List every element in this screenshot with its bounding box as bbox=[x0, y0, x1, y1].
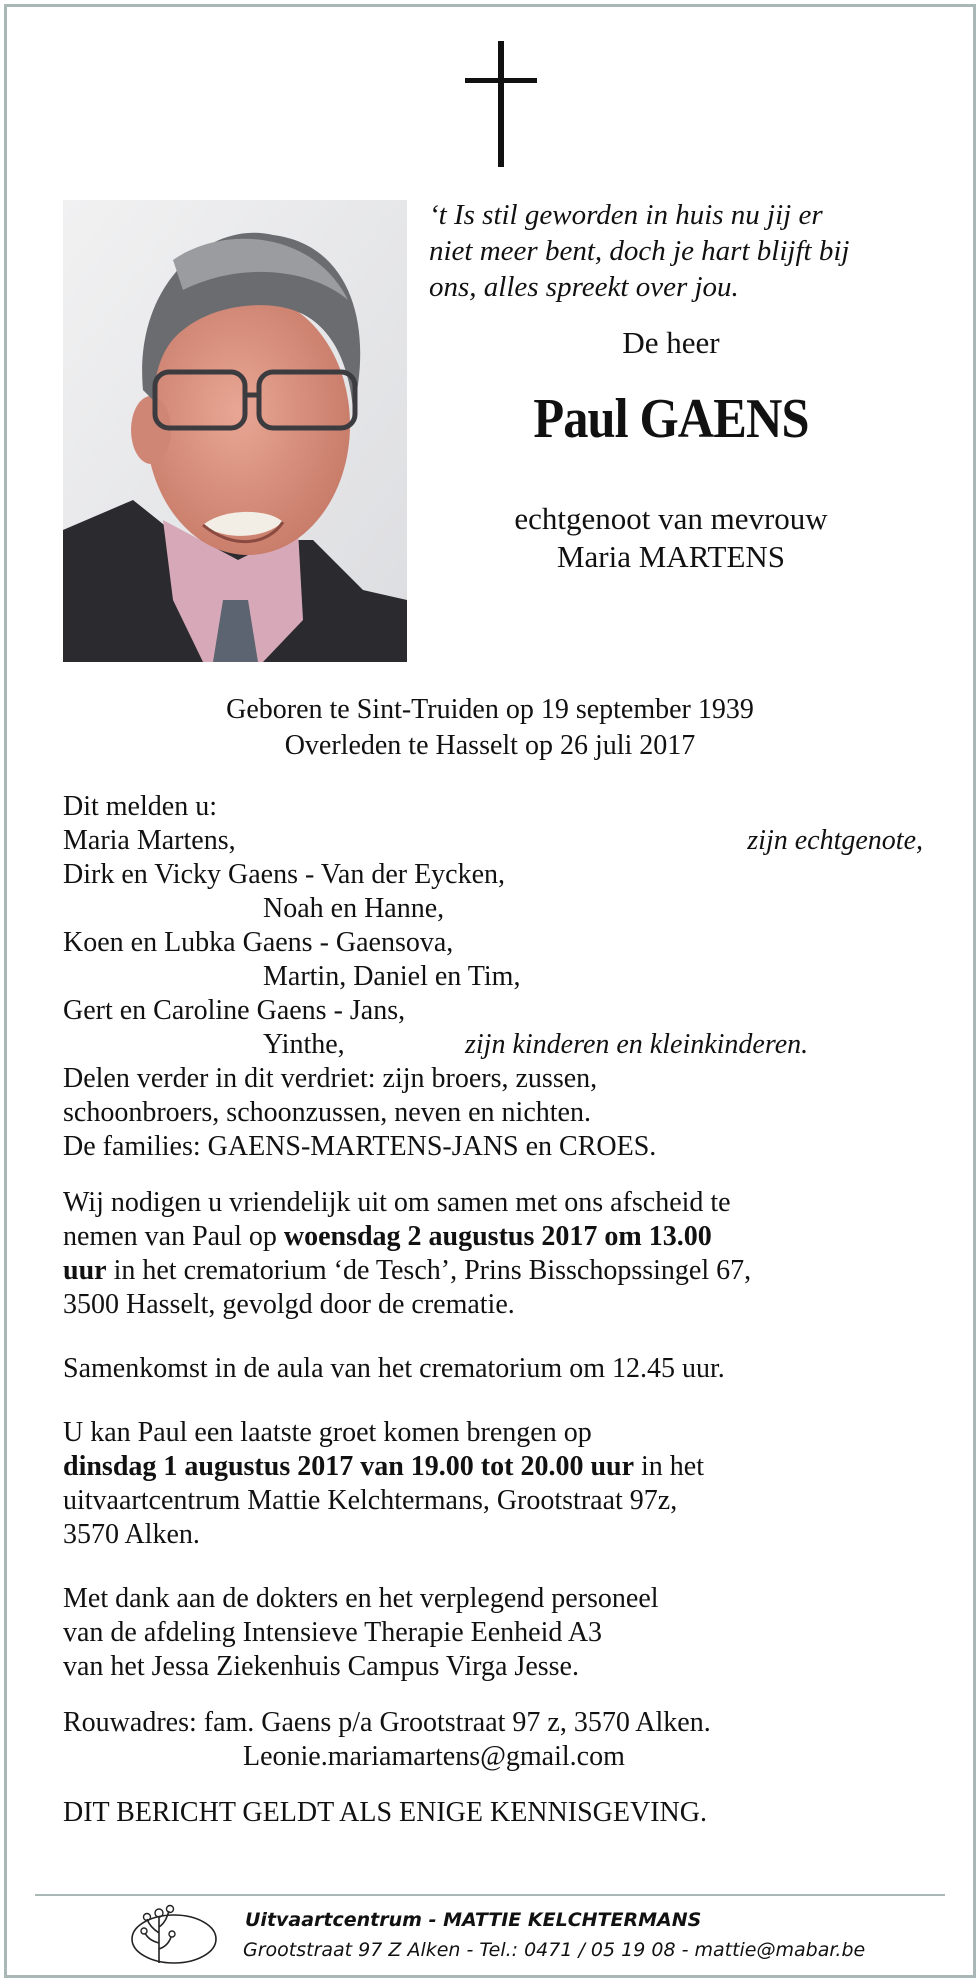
grandchildren-names: Yinthe, bbox=[263, 1029, 345, 1060]
funeral-home-logo bbox=[129, 1903, 219, 1967]
announcer-name: Maria Martens, bbox=[63, 825, 236, 856]
thanks-line: Met dank aan de dokters en het verplegend personeel bbox=[63, 1583, 659, 1614]
gathering-info: Samenkomst in de aula van het crematorium om 12.45 uur. bbox=[63, 1353, 725, 1384]
life-dates bbox=[7, 692, 973, 764]
grandchildren-line: Noah en Hanne, bbox=[263, 893, 445, 924]
deceased-name: Paul GAENS bbox=[533, 388, 809, 450]
ceremony-info bbox=[63, 1186, 923, 1322]
poem bbox=[429, 197, 909, 305]
spouse-line: echtgenoot van mevrouw bbox=[514, 501, 828, 536]
grandchildren-line bbox=[63, 1028, 923, 1062]
poem-line: niet meer bent, doch je hart blijft bij bbox=[429, 235, 850, 267]
children-relation: zijn kinderen en kleinkinderen. bbox=[465, 1029, 809, 1060]
visit-info bbox=[63, 1416, 923, 1552]
announcers-intro: Dit melden u: bbox=[63, 791, 217, 822]
spouse-info bbox=[421, 500, 921, 576]
ceremony-line: Wij nodigen u vriendelijk uit om samen met ons afscheid te bbox=[63, 1187, 731, 1218]
birth-date: Geboren te Sint-Truiden op 19 september 1939 bbox=[226, 694, 754, 725]
honorific: De heer bbox=[622, 325, 720, 360]
visit-line: uitvaartcentrum Mattie Kelchtermans, Grootstraat 97z, bbox=[63, 1485, 678, 1516]
grandchildren-line: Martin, Daniel en Tim, bbox=[263, 961, 521, 992]
funeral-home-info bbox=[243, 1905, 883, 1965]
poem-line: ‘t Is stil geworden in huis nu jij er bbox=[429, 199, 823, 231]
announcer-line: Koen en Lubka Gaens - Gaensova, bbox=[63, 927, 454, 958]
announcer-line bbox=[63, 824, 923, 858]
ceremony-location: in het crematorium ‘de Tesch’, Prins Bisschopssingel 67, bbox=[106, 1255, 752, 1286]
death-date: Overleden te Hasselt op 26 juli 2017 bbox=[284, 730, 696, 761]
spouse-name: Maria MARTENS bbox=[556, 539, 786, 574]
ceremony-time-unit: uur bbox=[63, 1255, 107, 1286]
footer-divider bbox=[35, 1894, 945, 1896]
obituary-card bbox=[4, 4, 976, 1978]
visit-text: in het bbox=[634, 1451, 705, 1482]
announcer-line: Dirk en Vicky Gaens - Van der Eycken, bbox=[63, 859, 506, 890]
ceremony-line: 3500 Hasselt, gevolgd door de crematie. bbox=[63, 1289, 515, 1320]
announcer-relation: zijn echtgenote, bbox=[747, 825, 923, 856]
visit-line bbox=[63, 1450, 923, 1484]
ceremony-line bbox=[63, 1254, 923, 1288]
ceremony-line bbox=[63, 1220, 923, 1254]
notice-line: DIT BERICHT GELDT ALS ENIGE KENNISGEVING. bbox=[63, 1797, 707, 1828]
funeral-home-contact: Grootstraat 97 Z Alken - Tel.: 0471 / 05 19 08 - mattie@mabar.be bbox=[243, 1939, 866, 1961]
cross-icon bbox=[461, 41, 541, 167]
thanks-line: van de afdeling Intensieve Therapie Eenheid A3 bbox=[63, 1617, 603, 1648]
announcement-body bbox=[63, 790, 923, 1830]
poem-line: ons, alles spreekt over jou. bbox=[429, 271, 739, 303]
mourning-address bbox=[63, 1706, 923, 1774]
funeral-home-name: Uitvaartcentrum - MATTIE KELCHTERMANS bbox=[245, 1909, 702, 1931]
visit-line: U kan Paul een laatste groet komen brengen op bbox=[63, 1417, 592, 1448]
email-link[interactable]: Leonie.mariamartens@gmail.com bbox=[243, 1741, 625, 1772]
portrait-photo bbox=[63, 200, 407, 662]
grief-line: schoonbroers, schoonzussen, neven en nichten. bbox=[63, 1097, 591, 1128]
thanks-info bbox=[63, 1582, 923, 1684]
thanks-line: van het Jessa Ziekenhuis Campus Virga Jesse. bbox=[63, 1651, 579, 1682]
ceremony-text: nemen van Paul op bbox=[63, 1221, 284, 1252]
visit-line: 3570 Alken. bbox=[63, 1519, 200, 1550]
announcer-line: Gert en Caroline Gaens - Jans, bbox=[63, 995, 406, 1026]
families-line: De families: GAENS-MARTENS-JANS en CROES. bbox=[63, 1131, 657, 1162]
grief-line: Delen verder in dit verdriet: zijn broers, zussen, bbox=[63, 1063, 598, 1094]
ceremony-date: woensdag 2 augustus 2017 om 13.00 bbox=[283, 1221, 712, 1252]
address-line: Rouwadres: fam. Gaens p/a Grootstraat 97 z, 3570 Alken. bbox=[63, 1707, 711, 1738]
visit-date: dinsdag 1 augustus 2017 van 19.00 tot 20.00 uur bbox=[63, 1451, 635, 1482]
